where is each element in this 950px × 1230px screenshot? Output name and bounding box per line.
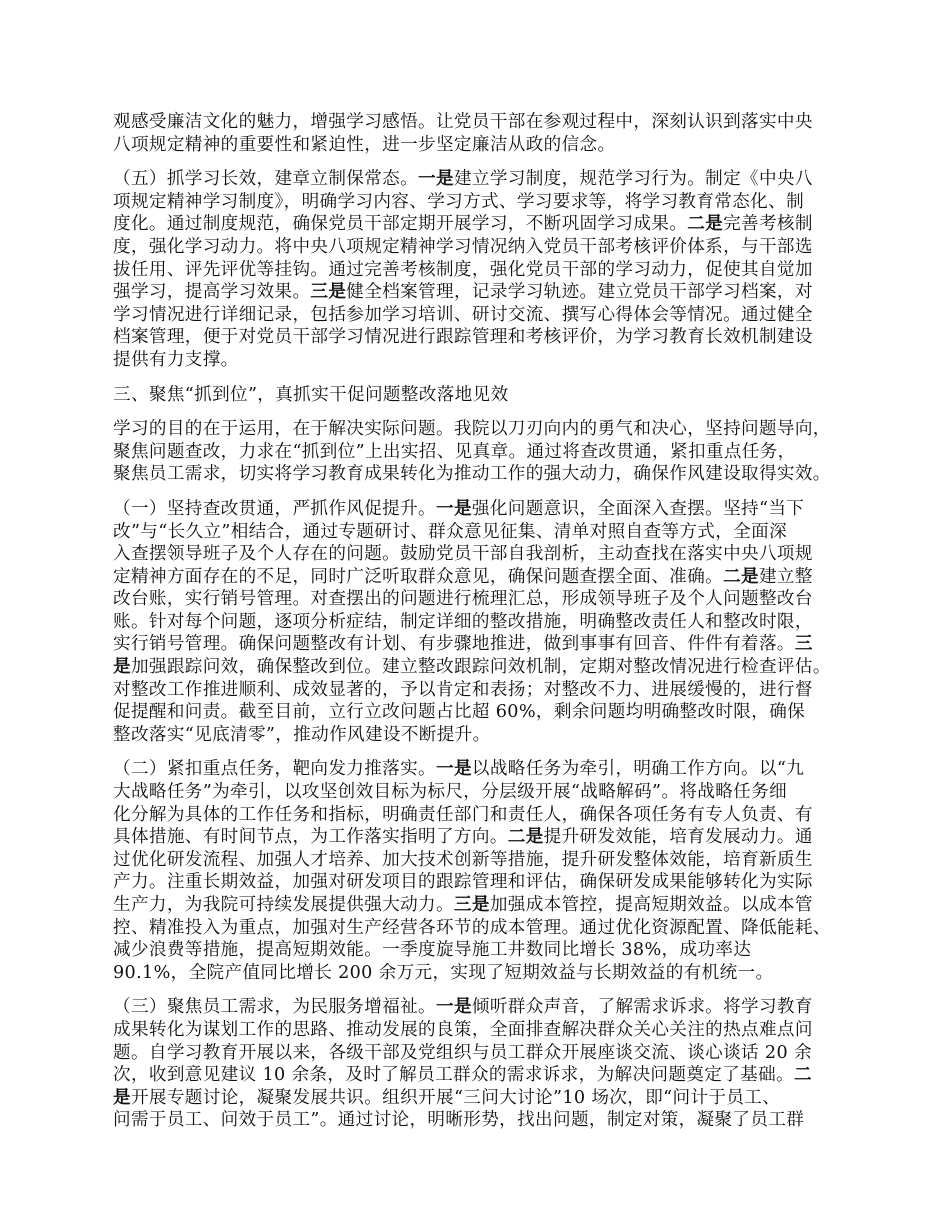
text-line: [113, 191, 839, 214]
bold-keyword: 二是: [723, 565, 759, 587]
text-run: 观感受廉洁文化的魅力，增强学习感悟。让党员干部在参观过程中，深刻认识到落实中央: [113, 112, 813, 132]
bold-keyword: 是: [113, 656, 131, 678]
bold-keyword: 三: [794, 633, 813, 655]
text-line: [113, 1109, 839, 1132]
text-line: [113, 441, 839, 464]
text-run: 具体措施、有时间节点，为工作落实指明了方向。: [113, 827, 508, 848]
text-line: [113, 304, 839, 327]
text-run: （五）抓学习长效，建章立制保常态。: [113, 169, 419, 190]
text-line: [113, 134, 839, 157]
text-line: [113, 566, 839, 589]
text-line: [113, 326, 839, 349]
text-run: 化分解为具体的工作任务和指标，明确责任部门和责任人，确保各项任务有专人负责、有: [113, 804, 813, 825]
text-line: [113, 871, 839, 894]
text-run: 项规定精神学习制度》，明确学习内容、学习方式、学习要求等，将学习教育常态化、制: [113, 191, 805, 212]
text-line: [113, 111, 839, 134]
bold-keyword: 一是: [418, 168, 454, 190]
bold-keyword: 二: [793, 1064, 812, 1086]
text-run: 改”与“长久立”相结合，通过专题研讨、群众意见征集、清单对照自查等方式，全面深: [113, 521, 788, 542]
text-line: [113, 349, 839, 372]
text-run: 成果转化为谋划工作的思路、推动发展的良策，全面排查解决群众关心关注的热点难点问: [113, 1019, 813, 1040]
text-line: [113, 679, 839, 702]
text-run: 对整改工作推进顺利、成效显著的，予以肯定和表扬；对整改不力、进展缓慢的，进行督: [113, 679, 813, 700]
text-line: [113, 826, 839, 849]
text-run: 改台账，实行销号管理。对查摆出的问题进行梳理汇总，形成领导班子及个人问题整改台: [113, 589, 813, 610]
paragraph: [113, 498, 839, 747]
text-line: [113, 1019, 839, 1042]
text-run: 度，强化学习动力。将中央八项规定精神学习情况纳入党员干部考核评价体系，与干部选: [113, 236, 813, 257]
bold-keyword: 二是: [687, 213, 724, 235]
text-line: [113, 521, 839, 544]
paragraph: [113, 168, 839, 371]
text-run: 聚焦员工需求，切实将学习教育成果转化为推动工作的强大动力，确保作风建设取得实效。: [113, 464, 831, 485]
paragraph: [113, 996, 839, 1132]
text-run: 整改落实“见底清零”，推动作风建设不断提升。: [113, 724, 491, 745]
text-run: 聚焦问题查改，力求在“抓到位”上出实招、见真章。通过将查改贯通，紧扣重点任务，: [113, 441, 796, 462]
text-run: 减少浪费等措施，提高短期效能。一季度旋导施工井数同比增长 38%，成功率达: [113, 940, 752, 961]
text-line: [113, 849, 839, 872]
text-line: [113, 1064, 839, 1087]
text-run: 倾听群众声音，了解需求诉求。将学习教育: [471, 997, 813, 1018]
text-run: 学习情况进行详细记录，包括参加学习培训、研讨交流、撰写心得体会等情况。通过健全: [113, 304, 813, 325]
text-line: [113, 259, 839, 282]
text-run: 档案管理，便于对党员干部学习情况进行跟踪管理和考核评价，为学习教育长效机制建设: [113, 327, 813, 348]
bold-keyword: 三是: [310, 281, 347, 303]
text-line: [113, 498, 839, 521]
text-line: [113, 1087, 839, 1110]
text-run: 生产力，为我院可持续发展提供强大动力。: [113, 895, 454, 915]
section-heading: [113, 384, 839, 407]
text-run: 加强成本管控，提高短期效益。以成本管: [489, 895, 813, 915]
text-run: 加强跟踪问效，确保整改到位。建立整改跟踪问效机制，定期对整改情况进行检查评估。: [130, 657, 831, 678]
text-run: 完善考核制: [723, 214, 813, 235]
text-run: 度化。通过制度规范，确保党员干部定期开展学习，不断巩固学习成果。: [113, 214, 688, 235]
text-line: [113, 543, 839, 566]
text-line: [113, 633, 839, 656]
text-run: 学习的目的在于运用，在于解决实际问题。我院以刀刃向内的勇气和决心，坚持问题导向，: [113, 419, 831, 440]
text-run: （一）坚持查改贯通，严抓作风促提升。: [113, 498, 436, 519]
bold-keyword: 一是: [436, 758, 472, 780]
text-line: [113, 917, 839, 940]
text-line: [113, 588, 839, 611]
text-line: [113, 236, 839, 259]
text-run: 健全档案管理，记录学习轨迹。建立党员干部学习档案，对: [346, 282, 813, 303]
text-run: 八项规定精神的重要性和紧迫性，进一步坚定廉洁从政的信念。: [113, 134, 616, 155]
text-run: 三、聚焦“抓到位”，真抓实干促问题整改落地见效: [113, 384, 509, 405]
text-run: 定精神方面存在的不足，同时广泛听取群众意见，确保问题查摆全面、准确。: [113, 566, 724, 587]
text-line: [113, 418, 839, 441]
text-run: 建立学习制度，规范学习行为。制定《中央八: [453, 169, 813, 190]
text-line: [113, 758, 839, 781]
text-run: 控、精准投入为重点，加强对生产经营各环节的成本管理。通过优化资源配置、降低能耗、: [113, 917, 831, 938]
text-run: 拔任用、评先评优等挂钩。通过完善考核制度，强化党员干部的学习动力，促使其自觉加: [113, 259, 813, 280]
bold-keyword: 三是: [453, 894, 490, 915]
text-run: 入查摆领导班子及个人存在的问题。鼓励党员干部自我剖析，主动查找在落实中央八项规: [113, 544, 813, 565]
text-run: 以战略任务为牵引，明确工作方向。以“九: [471, 759, 805, 780]
text-line: [113, 804, 839, 827]
text-run: （三）聚焦员工需求，为民服务增福祉。: [113, 997, 436, 1018]
text-run: 账。针对每个问题，逐项分析症结，制定详细的整改措施，明确整改责任人和整改时限，: [113, 611, 813, 632]
text-line: [113, 611, 839, 634]
paragraph: [113, 111, 839, 156]
text-line: [113, 781, 839, 804]
text-run: 产力。注重长期效益，加强对研发项目的跟踪管理和评估，确保研发成果能够转化为实际: [113, 872, 813, 893]
document-page: [113, 111, 839, 1144]
bold-keyword: 是: [113, 1086, 131, 1108]
text-line: [113, 724, 839, 747]
text-line: [113, 1042, 839, 1065]
text-run: 题。自学习教育开展以来，各级干部及党组织与员工群众开展座谈交流、谈心谈话 20 余: [113, 1042, 812, 1063]
text-run: 开展专题讨论，凝聚发展共识。组织开展“三问大讨论”10 场次，即“问计于员工、: [130, 1087, 781, 1108]
text-run: 次，收到意见建议 10 余条，及时了解员工群众的需求诉求，为解决问题奠定了基础。: [113, 1065, 794, 1086]
text-run: 提供有力支撑。: [113, 349, 239, 370]
text-run: （二）紧扣重点任务，靶向发力推落实。: [113, 759, 436, 780]
paragraph: [113, 758, 839, 984]
text-line: [113, 996, 839, 1019]
text-line: [113, 384, 839, 407]
text-run: 90.1%，全院产值同比增长 200 余万元，实现了短期效益与长期效益的有机统一。: [113, 962, 774, 983]
bold-keyword: 一是: [436, 996, 472, 1018]
text-line: [113, 168, 839, 191]
text-run: 提升研发效能，培育发展动力。通: [543, 827, 813, 848]
text-run: 实行销号管理。确保问题整改有计划、有步骤地推进，做到事事有回音、件件有着落。: [113, 634, 795, 655]
text-line: [113, 281, 839, 304]
text-run: 强化问题意识，全面深入查摆。坚持“当下: [471, 498, 805, 519]
text-run: 强学习，提高学习效果。: [113, 282, 311, 303]
bold-keyword: 一是: [436, 497, 472, 519]
text-line: [113, 463, 839, 486]
text-line: [113, 939, 839, 962]
text-line: [113, 894, 839, 917]
text-line: [113, 962, 839, 985]
text-line: [113, 213, 839, 236]
text-run: 促提醒和问责。截至目前，立行立改问题占比超 60%，剩余问题均明确整改时限，确保: [113, 702, 806, 723]
paragraph: [113, 418, 839, 486]
text-line: [113, 656, 839, 679]
text-run: 过优化研发流程、加强人才培养、加大技术创新等措施，提升研发整体效能，培育新质生: [113, 849, 813, 870]
text-line: [113, 701, 839, 724]
text-run: 建立整: [758, 566, 813, 587]
text-run: 问需于员工、问效于员工”。通过讨论，明晰形势，找出问题，制定对策，凝聚了员工群: [113, 1110, 805, 1131]
bold-keyword: 二是: [507, 826, 544, 848]
text-run: 大战略任务”为牵引，以攻坚创效目标为标尺，分层级开展“战略解码”。将战略任务细: [113, 782, 788, 803]
